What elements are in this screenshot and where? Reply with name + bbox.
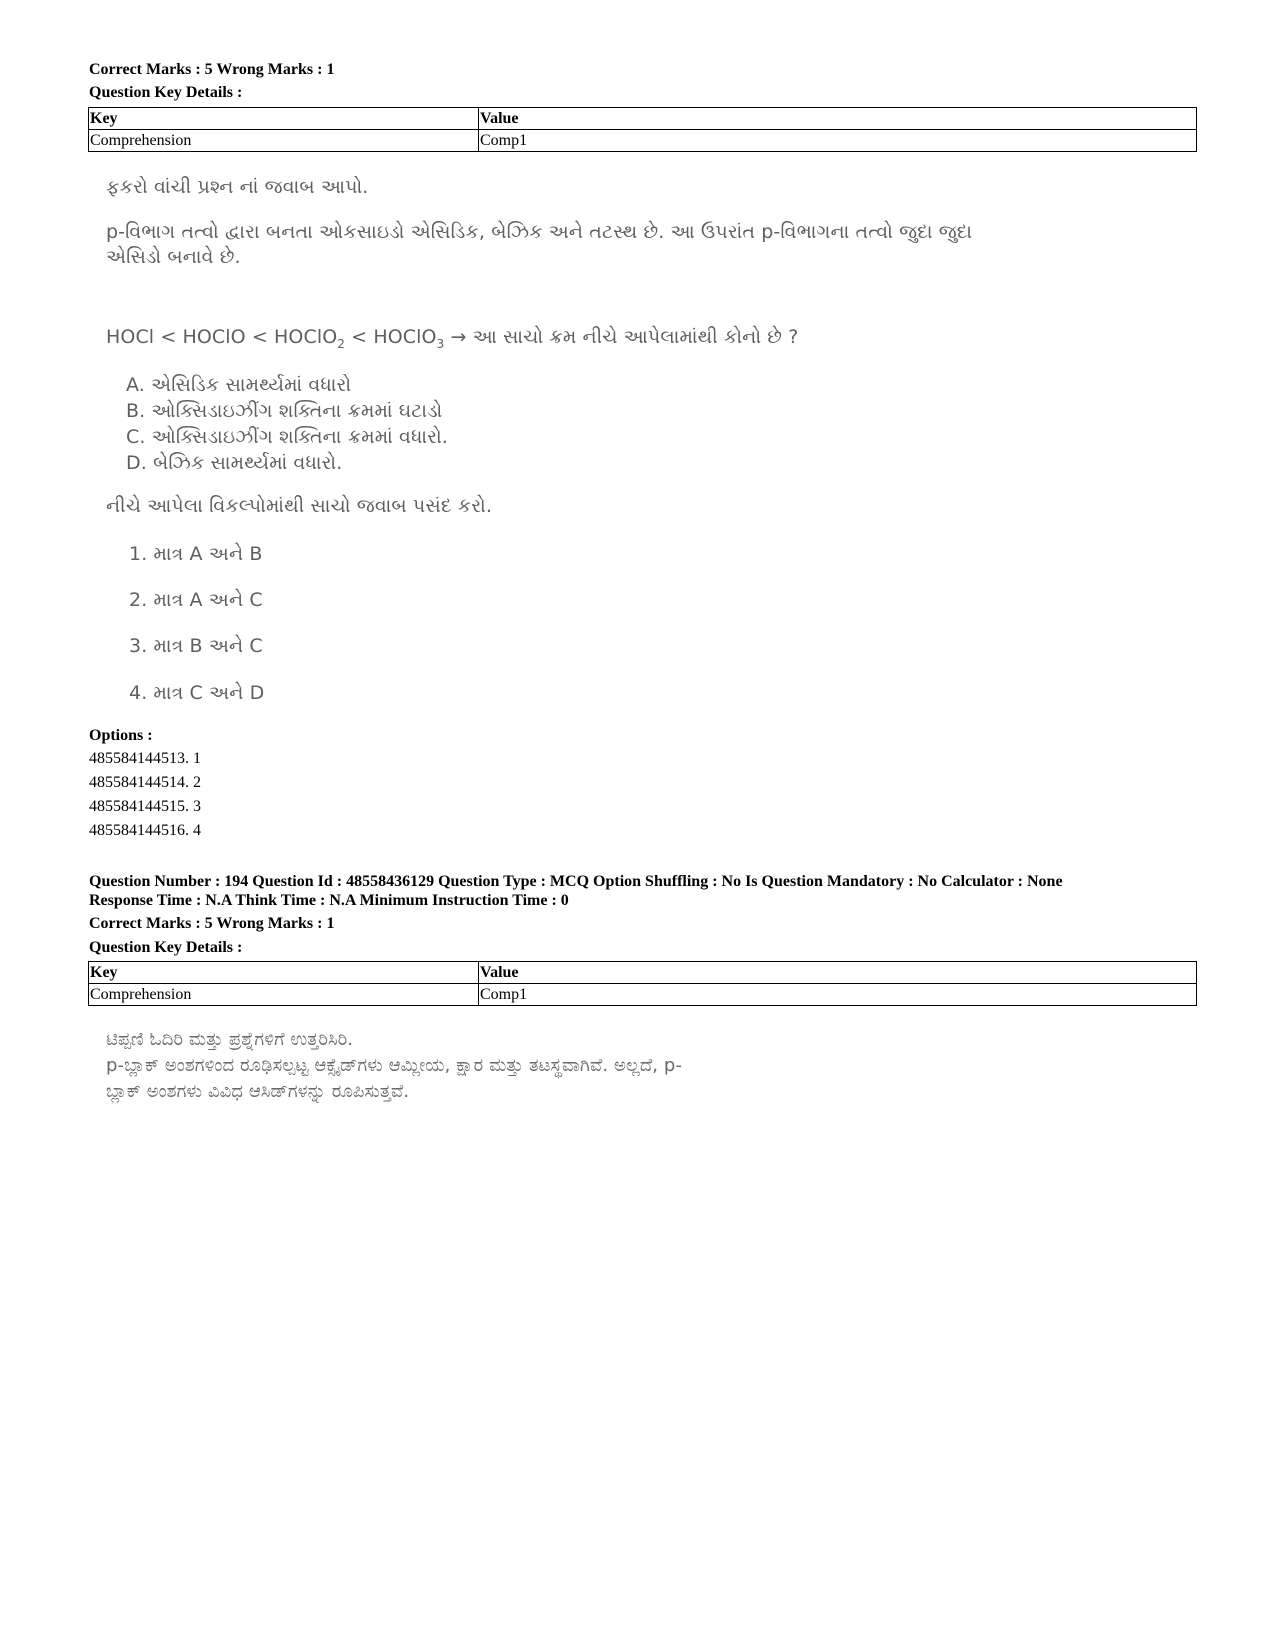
choose-instruction: નીચે આપેલા વિકલ્પોમાંથી સાચો જવાબ પસંદ કરો. [106,495,493,517]
table-header-key: Key [89,108,479,130]
passage-line-1: ಟಿಪ್ಪಣಿ ಓದಿರಿ ಮತ್ತು ಪ್ರಶ್ನೆಗಳಿಗೆ ಉತ್ತರಿಸಿರಿ. [106,1029,354,1050]
option-item: 485584144513. 1 [89,750,201,767]
statement-a: A. એસિડિક સામર્થ્યમાં વધારો [126,374,352,396]
option-item: 485584144515. 3 [89,798,201,815]
table-cell-key: Comprehension [89,130,479,152]
table-row [89,130,1197,152]
passage-instruction: ફકરો વાંચી પ્રશ્ન નાં જવાબ આપો. [106,176,369,198]
table-cell-value: Comp1 [479,130,1197,152]
passage-line-3: ಬ್ಲಾಕ್ ಅಂಶಗಳು ವಿವಿಧ ಆಸಿಡ್‌ಗಳನ್ನು ರೂಪಿಸುತ್ತವೆ. [106,1081,410,1102]
table-header-key: Key [89,962,479,984]
choice-3: 3. માત્ર B અને C [129,635,263,657]
choice-1: 1. માત્ર A અને B [129,543,263,565]
formula-part-1: HOCl < HOClO < HOClO [106,326,338,348]
marks-line: Correct Marks : 5 Wrong Marks : 1 [89,61,335,78]
table-header-value: Value [479,962,1197,984]
option-item: 485584144516. 4 [89,822,201,839]
table-header-row [89,108,1197,130]
passage-paragraph-line-1: p-વિભાગ તત્વો દ્વારા બનતા ઓકસાઇડો એસિડિક, બેઝિક અને તટસ્થ છે. આ ઉપરાંત p-વિભાગના તત્વો જુદા જુદા [106,221,973,243]
option-item: 485584144514. 2 [89,774,201,791]
formula-part-2: < HOClO [345,326,437,348]
question-statement [106,326,798,351]
key-details-table [88,107,1197,152]
table-cell-value: Comp1 [479,984,1197,1006]
choice-2: 2. માત્ર A અને C [129,589,263,611]
marks-line: Correct Marks : 5 Wrong Marks : 1 [89,915,335,932]
formula-subscript-2: 3 [436,336,445,351]
key-details-table [88,961,1197,1006]
statement-c: C. ઓક્સિડાઇઝીંગ શક્તિના ક્રમમાં વધારો. [126,426,448,448]
question-text: → આ સાચો ક્રમ નીચે આપેલામાંથી કોનો છે ? [444,326,799,348]
table-cell-key: Comprehension [89,984,479,1006]
formula-subscript-1: 2 [337,336,346,351]
options-list [89,747,201,843]
key-details-label: Question Key Details : [89,939,243,956]
question-meta-line-2: Response Time : N.A Think Time : N.A Minimum Instruction Time : 0 [89,892,569,909]
key-details-label: Question Key Details : [89,84,243,101]
options-label: Options : [89,727,153,744]
statement-b: B. ઓક્સિડાઇઝીંગ શક્તિના ક્રમમાં ઘટાડો [126,400,443,422]
choice-4: 4. માત્ર C અને D [129,682,265,704]
passage-line-2: p-ಬ್ಲಾಕ್ ಅಂಶಗಳಿಂದ ರೂಢಿಸಲ್ಪಟ್ಟ ಆಕ್ಸೈಡ್‌ಗಳು ಆಮ್ಲೀಯ, ಕ್ಷಾರ ಮತ್ತು ತಟಸ್ಥವಾಗಿವೆ. ಅಲ್ಲದೆ, p- [106,1055,683,1076]
table-row [89,984,1197,1006]
statement-d: D. બેઝિક સામર્થ્યમાં વધારો. [126,452,343,474]
question-meta-line-1: Question Number : 194 Question Id : 48558436129 Question Type : MCQ Option Shuffling : No Is Question Mandatory : No Calculator : None [89,873,1063,890]
table-header-value: Value [479,108,1197,130]
passage-paragraph-line-2: એસિડો બનાવે છે. [106,246,241,268]
table-header-row [89,962,1197,984]
